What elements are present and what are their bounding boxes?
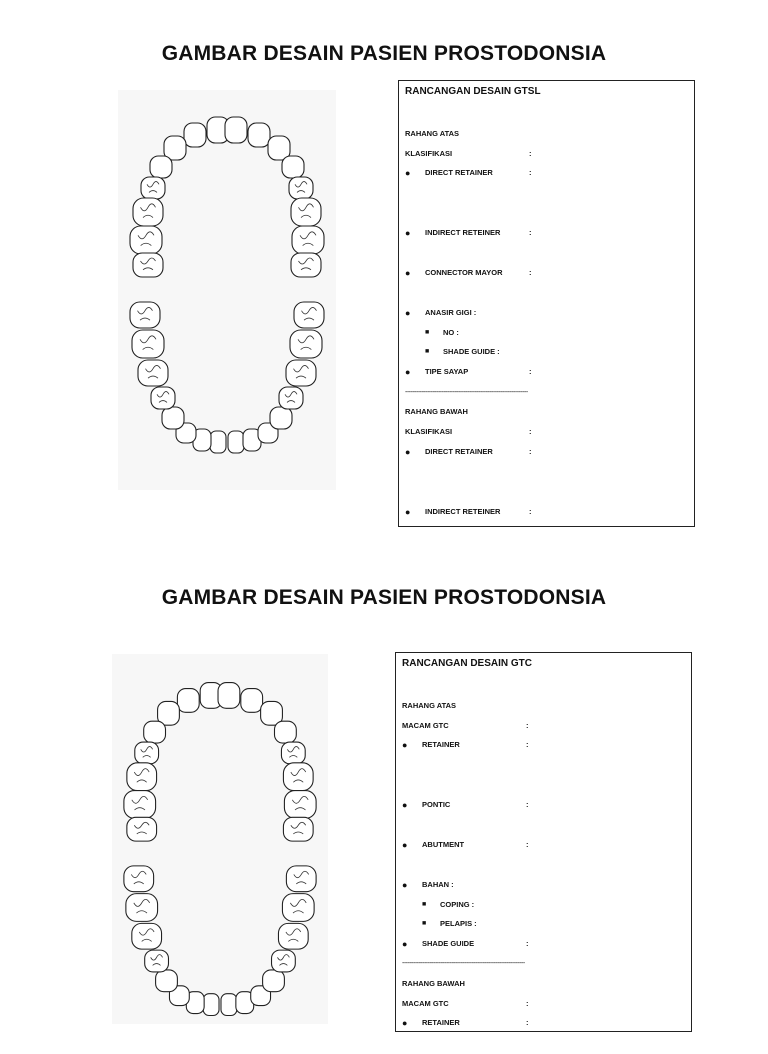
upper-tooth bbox=[291, 198, 321, 226]
lower-tooth bbox=[221, 994, 237, 1016]
upper-tooth bbox=[292, 226, 324, 254]
lower-tooth bbox=[130, 302, 160, 328]
dental-chart-2 bbox=[112, 654, 328, 1024]
bullet-icon: ● bbox=[402, 880, 408, 890]
lower-tooth bbox=[294, 302, 324, 328]
lower-tooth bbox=[124, 866, 154, 892]
gtc-design-form: RANCANGAN DESAIN GTC RAHANG ATAS MACAM GTC : ● RETAINER : ● PONTIC : ● ABUTMENT : ● BAHAN : ■ COPING : ■ PELAPIS : ● SHADE GUIDE : ------------------------------------------------------------------- RAHANG BAWAH MACAM GTC : ● RETAINER : bbox=[395, 652, 692, 1032]
upper-tooth bbox=[218, 683, 240, 709]
lower-tooth bbox=[203, 994, 219, 1016]
upper-tooth bbox=[274, 721, 296, 743]
bullet-icon: ● bbox=[402, 1018, 408, 1028]
lower-tooth bbox=[290, 330, 322, 358]
bullet-icon: ● bbox=[405, 507, 411, 517]
separator-2: ------------------------------------------------------------------- bbox=[402, 960, 525, 967]
lower-tooth bbox=[126, 894, 158, 922]
square-bullet-icon: ■ bbox=[425, 348, 430, 355]
upper-tooth bbox=[283, 763, 313, 791]
gtsl-design-form: RANCANGAN DESAIN GTSL RAHANG ATAS KLASIFIKASI : ● DIRECT RETAINER : ● INDIRECT RETEINER : ● CONNECTOR MAYOR : ● ANASIR GIGI : ■ NO : ■ SHADE GUIDE : ● TIPE SAYAP : ------------------------------------------------------------------- RAHANG BAWAH KLASIFIKASI : ● DIRECT RETAINER : ● INDIRECT RETEINER : bbox=[398, 80, 695, 527]
lower-tooth bbox=[132, 330, 164, 358]
bullet-icon: ● bbox=[405, 308, 411, 318]
odontogram-icon bbox=[118, 90, 336, 490]
upper-tooth bbox=[135, 742, 159, 764]
bullet-icon: ● bbox=[402, 939, 408, 949]
upper-tooth bbox=[289, 177, 313, 199]
bullet-icon: ● bbox=[405, 268, 411, 278]
upper-tooth bbox=[291, 253, 321, 277]
separator: ------------------------------------------------------------------- bbox=[405, 389, 528, 396]
lower-tooth bbox=[286, 360, 316, 386]
square-bullet-icon: ■ bbox=[425, 329, 430, 336]
lower-tooth bbox=[210, 431, 226, 453]
lower-tooth bbox=[138, 360, 168, 386]
bullet-icon: ● bbox=[402, 740, 408, 750]
lower-tooth bbox=[151, 387, 175, 409]
upper-tooth bbox=[150, 156, 172, 178]
page-title: GAMBAR DESAIN PASIEN PROSTODONSIA bbox=[161, 42, 607, 65]
bullet-icon: ● bbox=[405, 447, 411, 457]
bullet-icon: ● bbox=[402, 800, 408, 810]
upper-tooth bbox=[241, 689, 263, 713]
upper-tooth bbox=[144, 721, 166, 743]
page-title-2: GAMBAR DESAIN PASIEN PROSTODONSIA bbox=[161, 586, 607, 609]
upper-tooth bbox=[133, 253, 163, 277]
upper-tooth bbox=[282, 156, 304, 178]
upper-tooth bbox=[130, 226, 162, 254]
lower-tooth bbox=[272, 950, 296, 972]
upper-tooth bbox=[281, 742, 305, 764]
lower-tooth bbox=[145, 950, 169, 972]
upper-tooth bbox=[127, 817, 157, 841]
bullet-icon: ● bbox=[402, 840, 408, 850]
upper-tooth bbox=[127, 763, 157, 791]
lower-tooth bbox=[278, 923, 308, 949]
lower-tooth bbox=[270, 407, 292, 429]
lower-tooth bbox=[156, 970, 178, 992]
square-bullet-icon: ■ bbox=[422, 920, 427, 927]
lower-tooth bbox=[279, 387, 303, 409]
lower-tooth bbox=[162, 407, 184, 429]
bullet-icon: ● bbox=[405, 228, 411, 238]
lower-tooth bbox=[286, 866, 316, 892]
lower-tooth bbox=[132, 923, 162, 949]
upper-tooth bbox=[184, 123, 206, 147]
bullet-icon: ● bbox=[405, 168, 411, 178]
form-title: RANCANGAN DESAIN GTSL bbox=[405, 86, 541, 97]
upper-tooth bbox=[248, 123, 270, 147]
bullet-icon: ● bbox=[405, 367, 411, 377]
dental-chart bbox=[118, 90, 336, 490]
upper-tooth bbox=[141, 177, 165, 199]
form-title-2: RANCANGAN DESAIN GTC bbox=[402, 658, 532, 669]
upper-tooth bbox=[284, 791, 316, 819]
square-bullet-icon: ■ bbox=[422, 901, 427, 908]
lower-tooth bbox=[282, 894, 314, 922]
upper-tooth bbox=[124, 791, 156, 819]
upper-tooth bbox=[133, 198, 163, 226]
lower-tooth bbox=[263, 970, 285, 992]
upper-tooth bbox=[177, 689, 199, 713]
lower-tooth bbox=[228, 431, 244, 453]
odontogram-icon bbox=[112, 654, 328, 1054]
upper-tooth bbox=[225, 117, 247, 143]
upper-tooth bbox=[283, 817, 313, 841]
